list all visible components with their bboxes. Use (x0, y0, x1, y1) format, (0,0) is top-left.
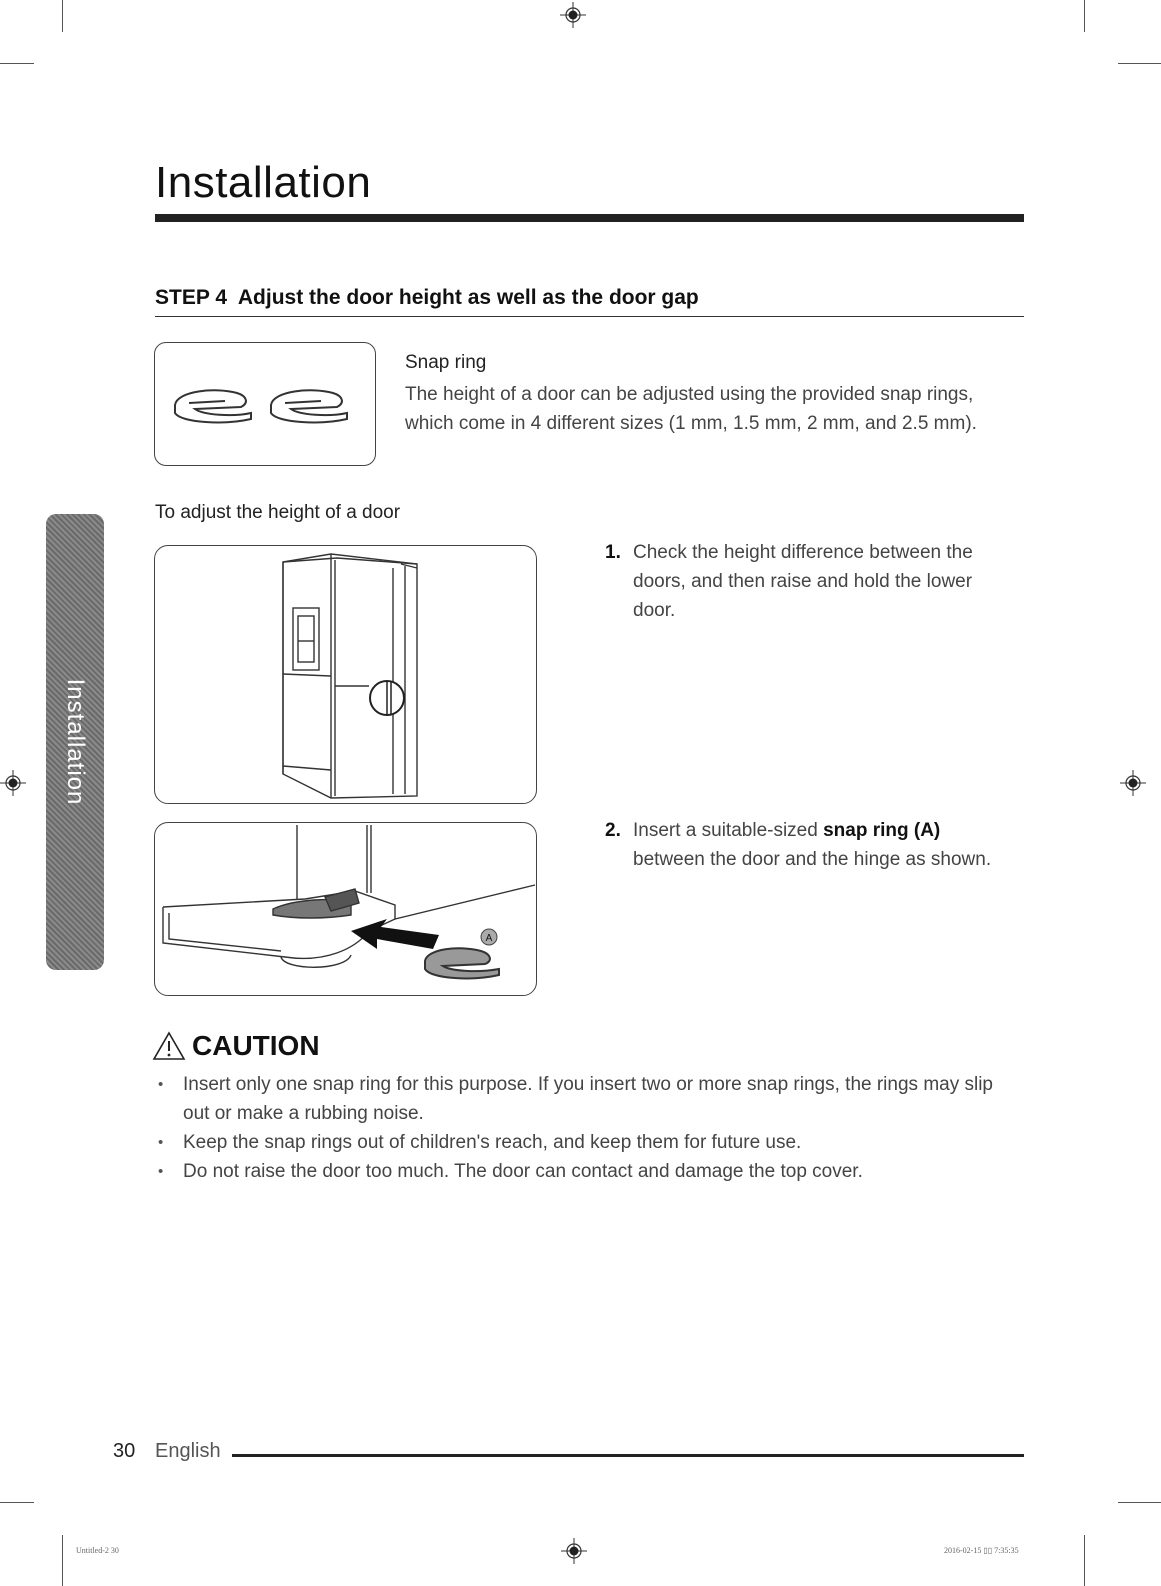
print-slug-left: Untitled-2 30 (76, 1546, 119, 1555)
crop-mark (62, 1535, 63, 1586)
snap-ring-title: Snap ring (405, 352, 487, 373)
crop-mark (62, 0, 63, 32)
footer-rule (232, 1454, 1024, 1457)
step-title: Adjust the door height as well as the door gap (237, 286, 699, 309)
side-tab-label: Installation (62, 678, 89, 806)
caution-list (155, 1070, 1015, 1186)
step-number-1: 1. (605, 542, 621, 563)
caution-item: • Insert only one snap ring for this purpose. If you insert two or more snap rings, the rings may slip out or make a rubbing noise. (155, 1070, 1015, 1128)
snap-ring-figure (154, 342, 376, 466)
step-text-1: Check the height difference between the doors, and then raise and hold the lower door. (633, 542, 973, 621)
step-number: 4 (215, 286, 227, 309)
registration-mark-icon (561, 1538, 587, 1564)
title-rule (155, 214, 1024, 222)
page-title: Installation (155, 158, 372, 207)
crop-mark (0, 63, 34, 64)
adjust-height-heading: To adjust the height of a door (155, 502, 401, 523)
hinge-illustration (155, 823, 536, 995)
registration-mark-icon (560, 2, 586, 28)
footer-language: English (155, 1440, 221, 1462)
step-item-1 (605, 538, 1015, 625)
figure-label-a: A (485, 933, 493, 944)
caution-title: CAUTION (192, 1030, 320, 1061)
step-rule (155, 316, 1024, 317)
warning-icon (152, 1031, 186, 1061)
step-heading (155, 286, 699, 310)
crop-mark (1084, 1535, 1085, 1586)
caution-item: • Keep the snap rings out of children's reach, and keep them for future use. (155, 1128, 1015, 1157)
step-text-2: Insert a suitable-sized snap ring (A) between the door and the hinge as shown. (633, 820, 992, 870)
snap-ring-a-label: snap ring (A) (823, 820, 941, 841)
side-tab (46, 514, 104, 970)
refrigerator-illustration (155, 546, 536, 803)
step-item-2 (605, 816, 1015, 874)
crop-mark (0, 1502, 34, 1503)
snap-ring-icon (155, 343, 375, 465)
refrigerator-figure (154, 545, 537, 804)
crop-mark (1118, 1502, 1161, 1503)
caution-heading (152, 1030, 320, 1062)
snap-ring-description: The height of a door can be adjusted using the provided snap rings, which come in 4 different sizes (1 mm, 1.5 mm, 2 mm, and 2.5 mm). (405, 384, 977, 434)
crop-mark (1118, 63, 1161, 64)
caution-item: • Do not raise the door too much. The door can contact and damage the top cover. (155, 1157, 1015, 1186)
print-slug-right: 2016-02-15 ▯▯ 7:35:35 (944, 1546, 1019, 1555)
step-number-2: 2. (605, 820, 621, 841)
hinge-figure (154, 822, 537, 996)
step-word: STEP (155, 286, 210, 309)
crop-mark (1084, 0, 1085, 32)
page-number: 30 (113, 1440, 136, 1462)
registration-mark-icon (1120, 770, 1146, 796)
registration-mark-icon (0, 770, 26, 796)
